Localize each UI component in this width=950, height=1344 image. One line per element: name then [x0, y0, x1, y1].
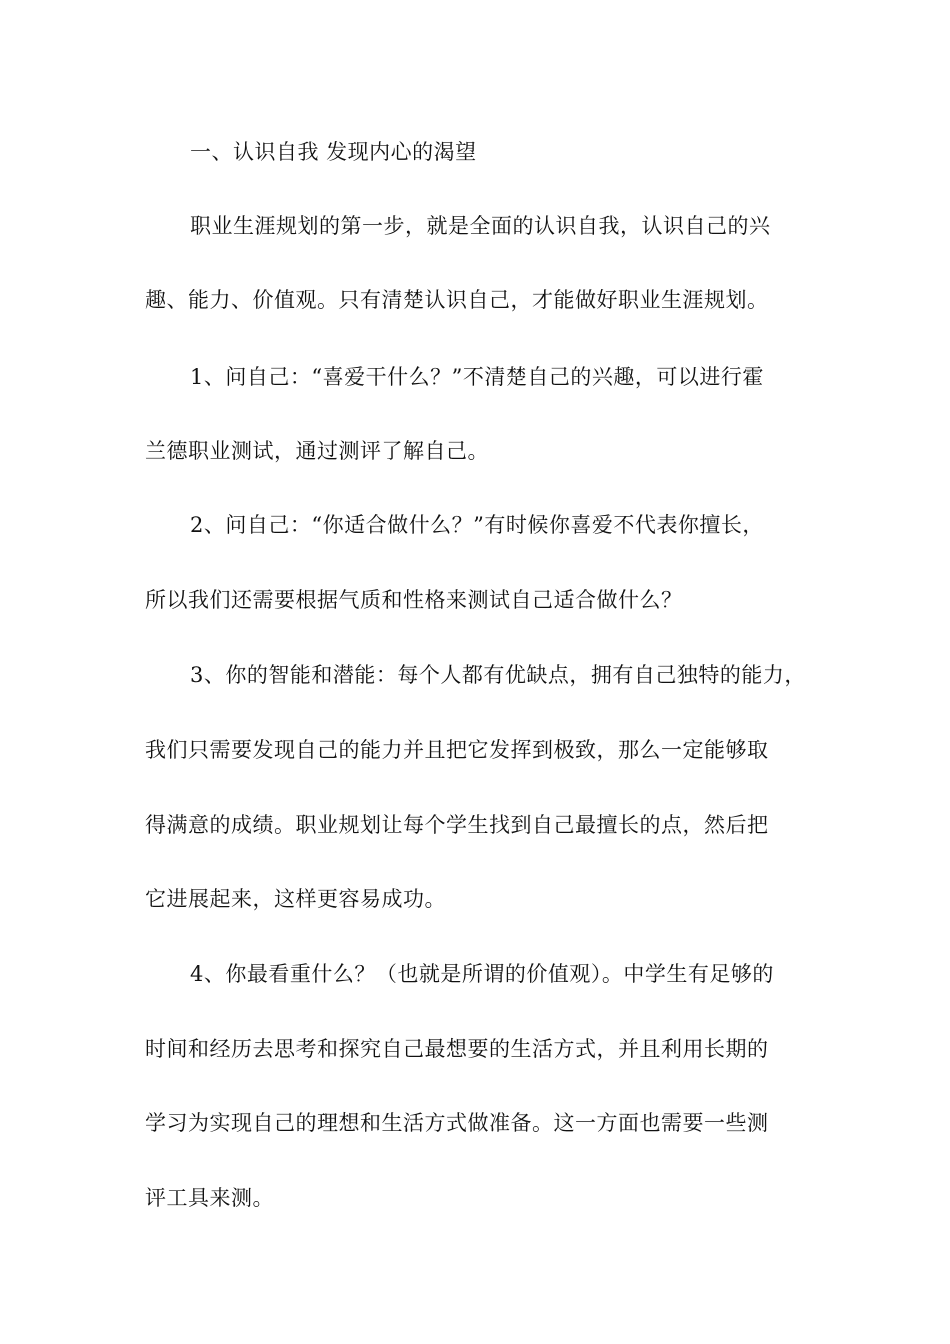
paragraph-line: 4、你最看重什么？（也就是所谓的价值观）。中学生有足够的 [190, 962, 774, 986]
paragraph-line: 2、问自己：“你适合做什么？”有时候你喜爱不代表你擅长， [190, 513, 764, 537]
paragraph-line: 所以我们还需要根据气质和性格来测试自己适合做什么？ [145, 588, 683, 612]
section-heading: 一、认识自我 发现内心的渴望 [190, 140, 477, 164]
paragraph-line: 得满意的成绩。职业规划让每个学生找到自己最擅长的点，然后把 [145, 813, 769, 837]
paragraph-line: 趣、能力、价值观。只有清楚认识自己，才能做好职业生涯规划。 [145, 288, 769, 312]
paragraph-line: 3、你的智能和潜能：每个人都有优缺点，拥有自己独特的能力， [190, 663, 806, 687]
paragraph-line: 1、问自己：“喜爱干什么？”不清楚自己的兴趣，可以进行霍 [190, 365, 764, 389]
paragraph-line: 兰德职业测试，通过测评了解自己。 [145, 439, 489, 463]
paragraph-line: 它进展起来，这样更容易成功。 [145, 887, 446, 911]
paragraph-line: 时间和经历去思考和探究自己最想要的生活方式，并且利用长期的 [145, 1037, 769, 1061]
paragraph-line: 评工具来测。 [145, 1186, 274, 1210]
paragraph-line: 我们只需要发现自己的能力并且把它发挥到极致，那么一定能够取 [145, 738, 769, 762]
paragraph-line: 职业生涯规划的第一步，就是全面的认识自我，认识自己的兴 [190, 214, 771, 238]
paragraph-line: 学习为实现自己的理想和生活方式做准备。这一方面也需要一些测 [145, 1111, 769, 1135]
